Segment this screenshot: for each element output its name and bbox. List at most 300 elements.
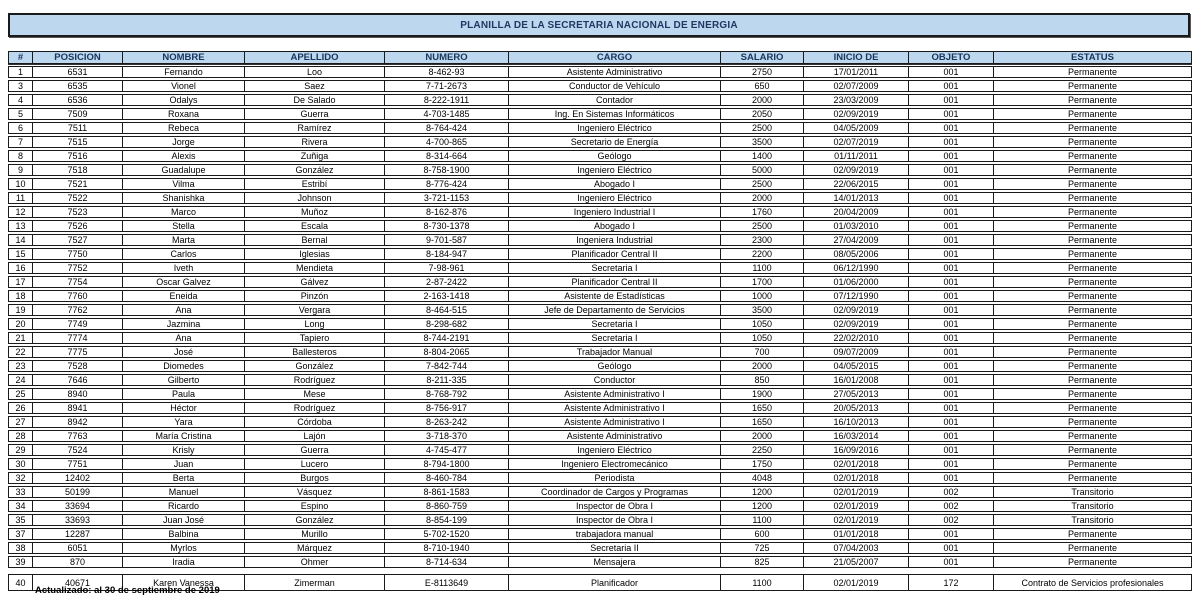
table-cell: 001	[908, 360, 993, 372]
table-cell: 16/03/2014	[803, 430, 908, 442]
table-cell: 001	[908, 108, 993, 120]
table-cell: Marta	[122, 234, 244, 246]
table-cell: 1200	[720, 486, 803, 498]
table-cell: 2000	[720, 360, 803, 372]
table-cell: 2500	[720, 220, 803, 232]
table-cell: 01/01/2018	[803, 528, 908, 540]
table-cell: Contrato de Servicios profesionales	[993, 574, 1192, 591]
table-cell: 7749	[32, 318, 122, 330]
table-cell: Berta	[122, 472, 244, 484]
table-row	[8, 486, 1192, 498]
table-cell: Escala	[244, 220, 384, 232]
table-cell: Planificador Central II	[508, 276, 720, 288]
table-cell: E-8113649	[384, 574, 508, 591]
column-header-estatus: ESTATUS	[993, 51, 1192, 64]
table-cell: 7774	[32, 332, 122, 344]
header-row	[8, 51, 1192, 64]
table-cell: 8-222-1911	[384, 94, 508, 106]
table-cell: Marco	[122, 206, 244, 218]
table-cell: 10	[8, 178, 32, 190]
table-cell: 2000	[720, 192, 803, 204]
table-cell: 4	[8, 94, 32, 106]
table-cell: 9-701-587	[384, 234, 508, 246]
table-cell: Permanente	[993, 430, 1192, 442]
table-cell: 33693	[32, 514, 122, 526]
table-cell: Secretario de Energía	[508, 136, 720, 148]
table-cell: 04/05/2015	[803, 360, 908, 372]
table-cell: 23	[8, 360, 32, 372]
table-cell: Guerra	[244, 108, 384, 120]
table-cell: 02/01/2018	[803, 458, 908, 470]
table-cell: Rodríguez	[244, 402, 384, 414]
table-cell: 001	[908, 304, 993, 316]
table-cell: Permanente	[993, 192, 1192, 204]
table-cell: Coordinador de Cargos y Programas	[508, 486, 720, 498]
table-cell: 2300	[720, 234, 803, 246]
table-cell: 001	[908, 150, 993, 162]
table-cell: Eneida	[122, 290, 244, 302]
table-cell: Permanente	[993, 346, 1192, 358]
table-cell: Yara	[122, 416, 244, 428]
table-cell: Trabajador Manual	[508, 346, 720, 358]
table-cell: 8-211-335	[384, 374, 508, 386]
table-row	[8, 136, 1192, 148]
table-cell: 8-861-1583	[384, 486, 508, 498]
table-cell: Planificador Central II	[508, 248, 720, 260]
table-cell: Permanente	[993, 234, 1192, 246]
table-cell: 001	[908, 416, 993, 428]
table-cell: Asistente Administrativo I	[508, 388, 720, 400]
table-cell: 22	[8, 346, 32, 358]
table-cell: 8-730-1378	[384, 220, 508, 232]
table-cell: 1100	[720, 574, 803, 591]
table-cell: Diomedes	[122, 360, 244, 372]
table-cell: Asistente Administrativo	[508, 430, 720, 442]
table-cell: Ingeniero Electromecánico	[508, 458, 720, 470]
table-cell: Rodríguez	[244, 374, 384, 386]
table-row	[8, 416, 1192, 428]
table-row	[8, 458, 1192, 470]
table-cell: 1700	[720, 276, 803, 288]
table-cell: 7751	[32, 458, 122, 470]
column-header-num: #	[8, 51, 32, 64]
table-cell: 01/11/2011	[803, 150, 908, 162]
table-cell: 28	[8, 430, 32, 442]
column-header-cargo: CARGO	[508, 51, 720, 64]
table-cell: 001	[908, 472, 993, 484]
table-cell: González	[244, 514, 384, 526]
table-cell: 12	[8, 206, 32, 218]
table-cell: 2-87-2422	[384, 276, 508, 288]
table-cell: Iglesias	[244, 248, 384, 260]
table-cell: Permanente	[993, 374, 1192, 386]
table-cell: Ballesteros	[244, 346, 384, 358]
table-cell: 07/04/2003	[803, 542, 908, 554]
table-row	[8, 66, 1192, 78]
table-cell: 1760	[720, 206, 803, 218]
table-cell: 8-184-947	[384, 248, 508, 260]
table-row	[8, 220, 1192, 232]
table-row	[8, 346, 1192, 358]
table-cell: Permanente	[993, 542, 1192, 554]
table-cell: Estribí	[244, 178, 384, 190]
table-cell: 001	[908, 66, 993, 78]
payroll-table-container	[8, 49, 1192, 593]
table-row	[8, 374, 1192, 386]
table-cell: Vilma	[122, 178, 244, 190]
table-cell: Mendieta	[244, 262, 384, 274]
table-cell: 8-744-2191	[384, 332, 508, 344]
table-cell: Alexis	[122, 150, 244, 162]
table-cell: Permanente	[993, 332, 1192, 344]
table-cell: Geólogo	[508, 150, 720, 162]
table-cell: Lajón	[244, 430, 384, 442]
table-cell: Espino	[244, 500, 384, 512]
table-cell: 2500	[720, 122, 803, 134]
table-cell: 001	[908, 290, 993, 302]
table-cell: Ingeniero Industrial I	[508, 206, 720, 218]
table-cell: 01/06/2000	[803, 276, 908, 288]
table-cell: Permanente	[993, 108, 1192, 120]
table-cell: Ingeniero Eléctrico	[508, 122, 720, 134]
table-row	[8, 304, 1192, 316]
table-cell: 7524	[32, 444, 122, 456]
table-row	[8, 444, 1192, 456]
table-cell: 001	[908, 234, 993, 246]
table-cell: 7762	[32, 304, 122, 316]
table-cell: 8-768-792	[384, 388, 508, 400]
table-cell: 8942	[32, 416, 122, 428]
table-cell: 1000	[720, 290, 803, 302]
table-cell: 15	[8, 248, 32, 260]
table-cell: 2050	[720, 108, 803, 120]
table-cell: 14	[8, 234, 32, 246]
table-cell: Juan	[122, 458, 244, 470]
table-cell: 002	[908, 500, 993, 512]
table-cell: 1900	[720, 388, 803, 400]
table-cell: 7522	[32, 192, 122, 204]
table-cell: Permanente	[993, 388, 1192, 400]
table-cell: Geólogo	[508, 360, 720, 372]
table-cell: 21/05/2007	[803, 556, 908, 568]
table-cell: 2750	[720, 66, 803, 78]
table-cell: 001	[908, 136, 993, 148]
table-row	[8, 290, 1192, 302]
table-cell: Balbina	[122, 528, 244, 540]
table-cell: Ana	[122, 332, 244, 344]
table-cell: 5	[8, 108, 32, 120]
table-cell: 9	[8, 164, 32, 176]
table-cell: 26	[8, 402, 32, 414]
table-cell: Guerra	[244, 444, 384, 456]
table-row	[8, 192, 1192, 204]
column-header-objeto: OBJETO	[908, 51, 993, 64]
table-cell: 8-462-93	[384, 66, 508, 78]
table-cell: 16	[8, 262, 32, 274]
table-cell: Permanente	[993, 66, 1192, 78]
table-cell: González	[244, 360, 384, 372]
table-cell: 33694	[32, 500, 122, 512]
table-cell: 7511	[32, 122, 122, 134]
table-cell: Roxana	[122, 108, 244, 120]
table-cell: Conductor de Vehículo	[508, 80, 720, 92]
table-cell: 001	[908, 444, 993, 456]
table-cell: 7526	[32, 220, 122, 232]
table-cell: 40671	[32, 574, 122, 591]
table-cell: 2-163-1418	[384, 290, 508, 302]
table-cell: Asistente Administrativo	[508, 66, 720, 78]
table-row	[8, 178, 1192, 190]
table-cell: Secretaria II	[508, 542, 720, 554]
table-cell: Muñoz	[244, 206, 384, 218]
table-cell: 3500	[720, 136, 803, 148]
table-cell: 38	[8, 542, 32, 554]
table-cell: 8-794-1800	[384, 458, 508, 470]
table-cell: Bernal	[244, 234, 384, 246]
table-row	[8, 528, 1192, 540]
table-row	[8, 94, 1192, 106]
table-cell: Saez	[244, 80, 384, 92]
table-cell: 12402	[32, 472, 122, 484]
table-cell: Secretaria I	[508, 262, 720, 274]
table-cell: 6536	[32, 94, 122, 106]
table-cell: Ricardo	[122, 500, 244, 512]
table-cell: Johnson	[244, 192, 384, 204]
table-row	[8, 276, 1192, 288]
table-cell: 11	[8, 192, 32, 204]
table-cell: 001	[908, 542, 993, 554]
table-cell: 001	[908, 430, 993, 442]
table-cell: 01/03/2010	[803, 220, 908, 232]
table-cell: Rivera	[244, 136, 384, 148]
table-cell: 1100	[720, 262, 803, 274]
table-cell: 650	[720, 80, 803, 92]
table-cell: 8-298-682	[384, 318, 508, 330]
table-row	[8, 500, 1192, 512]
table-cell: 8-804-2065	[384, 346, 508, 358]
table-cell: 7509	[32, 108, 122, 120]
table-cell: 1050	[720, 332, 803, 344]
table-cell: 21	[8, 332, 32, 344]
table-row	[8, 206, 1192, 218]
table-row	[8, 262, 1192, 274]
table-cell: 4-700-865	[384, 136, 508, 148]
table-cell: 8940	[32, 388, 122, 400]
table-cell: 850	[720, 374, 803, 386]
table-cell: 725	[720, 542, 803, 554]
table-cell: 8-263-242	[384, 416, 508, 428]
table-cell: 001	[908, 206, 993, 218]
table-cell: Secretaria I	[508, 332, 720, 344]
document-title-bar	[8, 13, 1190, 37]
table-cell: Planificador	[508, 574, 720, 591]
table-cell: 12287	[32, 528, 122, 540]
table-cell: 7527	[32, 234, 122, 246]
table-cell: Permanente	[993, 290, 1192, 302]
table-cell: Permanente	[993, 472, 1192, 484]
table-row	[8, 332, 1192, 344]
column-header-nombre: NOMBRE	[122, 51, 244, 64]
table-cell: 04/05/2009	[803, 122, 908, 134]
table-cell: Periodista	[508, 472, 720, 484]
column-header-inicio-de: INICIO DE	[803, 51, 908, 64]
table-cell: Jefe de Departamento de Servicios	[508, 304, 720, 316]
table-cell: 27	[8, 416, 32, 428]
table-cell: 5-702-1520	[384, 528, 508, 540]
table-cell: 8-460-784	[384, 472, 508, 484]
table-cell: 1	[8, 66, 32, 78]
table-cell: Guadalupe	[122, 164, 244, 176]
table-cell: 14/01/2013	[803, 192, 908, 204]
table-cell: Asistente Administrativo I	[508, 402, 720, 414]
table-cell: Jazmina	[122, 318, 244, 330]
table-cell: 172	[908, 574, 993, 591]
table-cell: 002	[908, 514, 993, 526]
table-cell: 8-860-759	[384, 500, 508, 512]
table-cell: 001	[908, 374, 993, 386]
table-cell: Loo	[244, 66, 384, 78]
table-row	[8, 234, 1192, 246]
table-cell: Pinzón	[244, 290, 384, 302]
table-cell: 16/01/2008	[803, 374, 908, 386]
table-cell: 40	[8, 574, 32, 591]
table-cell: Permanente	[993, 556, 1192, 568]
table-cell: 001	[908, 458, 993, 470]
table-cell: Paula	[122, 388, 244, 400]
table-cell: 7-71-2673	[384, 80, 508, 92]
table-cell: Permanente	[993, 360, 1192, 372]
table-cell: 27/05/2013	[803, 388, 908, 400]
table-cell: 50199	[32, 486, 122, 498]
table-cell: Transitorio	[993, 514, 1192, 526]
table-cell: Lucero	[244, 458, 384, 470]
table-cell: 8-756-917	[384, 402, 508, 414]
table-row	[8, 80, 1192, 92]
table-cell: Gálvez	[244, 276, 384, 288]
table-cell: 7775	[32, 346, 122, 358]
updated-date-label: Actualizado: al 30 de septiembre de 2019	[35, 585, 220, 596]
table-cell: 08/05/2006	[803, 248, 908, 260]
table-cell: 8-714-634	[384, 556, 508, 568]
table-cell: 02/01/2019	[803, 514, 908, 526]
table-cell: 3-718-370	[384, 430, 508, 442]
table-cell: 02/01/2018	[803, 472, 908, 484]
table-cell: 5000	[720, 164, 803, 176]
table-cell: 33	[8, 486, 32, 498]
table-cell: 35	[8, 514, 32, 526]
table-cell: 06/12/1990	[803, 262, 908, 274]
table-cell: Zuñiga	[244, 150, 384, 162]
table-cell: Abogado I	[508, 178, 720, 190]
table-cell: 34	[8, 500, 32, 512]
table-cell: Transitorio	[993, 500, 1192, 512]
table-cell: 20/05/2013	[803, 402, 908, 414]
table-cell: 3	[8, 80, 32, 92]
table-cell: 001	[908, 94, 993, 106]
table-row	[8, 514, 1192, 526]
table-cell: Mensajera	[508, 556, 720, 568]
table-cell: Iveth	[122, 262, 244, 274]
table-cell: 001	[908, 276, 993, 288]
table-cell: 1100	[720, 514, 803, 526]
table-cell: 02/01/2019	[803, 486, 908, 498]
table-cell: 3500	[720, 304, 803, 316]
table-cell: Permanente	[993, 528, 1192, 540]
table-cell: 7528	[32, 360, 122, 372]
table-cell: Tapiero	[244, 332, 384, 344]
table-row	[8, 248, 1192, 260]
table-cell: Permanente	[993, 122, 1192, 134]
row-spacer	[8, 570, 1192, 572]
table-cell: 02/09/2019	[803, 304, 908, 316]
table-cell: 001	[908, 332, 993, 344]
table-cell: 8-710-1940	[384, 542, 508, 554]
table-cell: 8941	[32, 402, 122, 414]
table-cell: 02/09/2019	[803, 108, 908, 120]
table-row	[8, 556, 1192, 568]
table-cell: Asistente de Estadísticas	[508, 290, 720, 302]
table-cell: 7516	[32, 150, 122, 162]
table-cell: 001	[908, 388, 993, 400]
table-cell: 8-776-424	[384, 178, 508, 190]
table-cell: 2200	[720, 248, 803, 260]
table-cell: 16/09/2016	[803, 444, 908, 456]
table-cell: 001	[908, 192, 993, 204]
table-cell: 24	[8, 374, 32, 386]
table-cell: María Cristina	[122, 430, 244, 442]
table-cell: 001	[908, 346, 993, 358]
table-row	[8, 318, 1192, 330]
table-cell: 2250	[720, 444, 803, 456]
table-cell: Ohmer	[244, 556, 384, 568]
table-cell: 8-854-199	[384, 514, 508, 526]
table-cell: Juan José	[122, 514, 244, 526]
table-cell: Karen Vanessa	[122, 574, 244, 591]
table-row	[8, 150, 1192, 162]
table-row	[8, 388, 1192, 400]
table-cell: Permanente	[993, 276, 1192, 288]
table-cell: 7750	[32, 248, 122, 260]
table-cell: 2000	[720, 430, 803, 442]
table-cell: 600	[720, 528, 803, 540]
table-cell: 7523	[32, 206, 122, 218]
table-cell: 7754	[32, 276, 122, 288]
table-cell: Ana	[122, 304, 244, 316]
table-cell: Fernando	[122, 66, 244, 78]
table-cell: Mese	[244, 388, 384, 400]
table-cell: 16/10/2013	[803, 416, 908, 428]
table-cell: Ingeniero Eléctrico	[508, 164, 720, 176]
table-cell: 3-721-1153	[384, 192, 508, 204]
table-row	[8, 472, 1192, 484]
table-cell: Permanente	[993, 318, 1192, 330]
table-cell: 001	[908, 178, 993, 190]
table-cell: Secretaria I	[508, 318, 720, 330]
table-cell: 7521	[32, 178, 122, 190]
table-cell: 2500	[720, 178, 803, 190]
table-cell: 7-842-744	[384, 360, 508, 372]
table-cell: 6535	[32, 80, 122, 92]
table-cell: Carlos	[122, 248, 244, 260]
table-cell: Permanente	[993, 80, 1192, 92]
table-cell: Permanente	[993, 178, 1192, 190]
table-cell: 02/01/2019	[803, 574, 908, 591]
table-cell: Permanente	[993, 164, 1192, 176]
table-cell: Murillo	[244, 528, 384, 540]
table-cell: Burgos	[244, 472, 384, 484]
table-cell: Inspector de Obra I	[508, 500, 720, 512]
table-cell: Permanente	[993, 248, 1192, 260]
